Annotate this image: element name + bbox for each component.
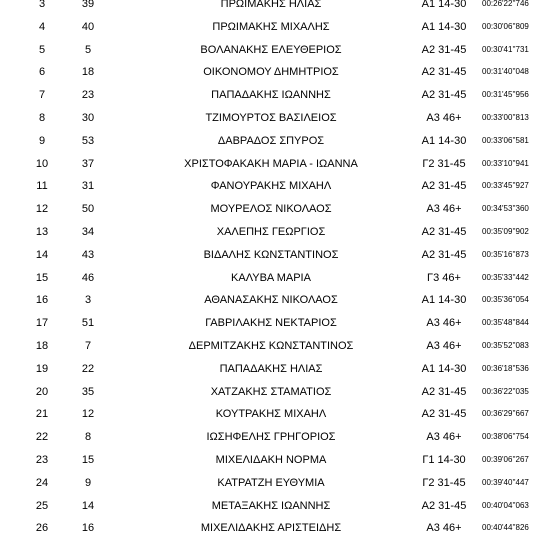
category-cell: Α2 31-45: [421, 408, 467, 421]
finish-time-cell: 00:26'22''746: [482, 0, 529, 8]
finish-time-cell: 00:38'06''754: [482, 432, 529, 442]
table-row: [0, 495, 560, 518]
category-cell: Α3 46+: [426, 522, 462, 535]
athlete-name-cell: ΜΟΥΡΕΛΟΣ ΝΙΚΟΛΑΟΣ: [210, 203, 332, 216]
category-cell: Α2 31-45: [421, 89, 467, 102]
bib-number-cell: 8: [84, 431, 92, 444]
category-cell: Α3 46+: [426, 431, 462, 444]
athlete-name-cell: ΓΑΒΡΙΛΑΚΗΣ ΝΕΚΤΑΡΙΟΣ: [205, 317, 337, 330]
bib-number-cell: 9: [84, 476, 92, 489]
category-cell: Α1 14-30: [421, 20, 467, 33]
table-row: [0, 381, 560, 404]
rank-cell: 7: [38, 89, 46, 102]
athlete-name-cell: ΠΑΠΑΔΑΚΗΣ ΗΛΙΑΣ: [219, 362, 323, 375]
athlete-name-cell: ΠΡΩΙΜΑΚΗΣ ΗΛΙΑΣ: [220, 0, 322, 10]
bib-number-cell: 37: [81, 157, 95, 170]
finish-time-cell: 00:35'16''873: [482, 249, 529, 259]
table-row: [0, 335, 560, 358]
athlete-name-cell: ΙΩΣΗΦΕΛΗΣ ΓΡΗΓΟΡΙΟΣ: [206, 431, 336, 444]
category-cell: Α1 14-30: [421, 0, 467, 10]
category-cell: Γ3 46+: [427, 271, 461, 284]
table-row: [0, 198, 560, 221]
finish-time-cell: 00:33'06''581: [482, 135, 529, 145]
bib-number-cell: 40: [81, 20, 95, 33]
finish-time-cell: 00:35'36''054: [482, 295, 529, 305]
bib-number-cell: 18: [81, 66, 95, 79]
finish-time-cell: 00:35'09''902: [482, 226, 529, 236]
athlete-name-cell: ΧΑΛΕΠΗΣ ΓΕΩΡΓΙΟΣ: [216, 225, 326, 238]
bib-number-cell: 34: [81, 225, 95, 238]
athlete-name-cell: ΔΕΡΜΙΤΖΑΚΗΣ ΚΩΝΣΤΑΝΤΙΝΟΣ: [188, 339, 354, 352]
bib-number-cell: 30: [81, 111, 95, 124]
athlete-name-cell: ΚΑΛΥΒΑ ΜΑΡΙΑ: [231, 271, 311, 284]
athlete-name-cell: ΑΘΑΝΑΣΑΚΗΣ ΝΙΚΟΛΑΟΣ: [204, 294, 338, 307]
athlete-name-cell: ΜΕΤΑΞΑΚΗΣ ΙΩΑΝΝΗΣ: [211, 499, 331, 512]
athlete-name-cell: ΧΡΙΣΤΟΦΑΚΑΚΗ ΜΑΡΙΑ - ΙΩΑΝΝΑ: [184, 157, 358, 170]
finish-time-cell: 00:35'48''844: [482, 318, 529, 328]
finish-time-cell: 00:33'00''813: [482, 112, 529, 122]
finish-time-cell: 00:40'44''826: [482, 523, 529, 533]
category-cell: Γ1 14-30: [422, 453, 466, 466]
category-cell: Γ2 31-45: [422, 476, 466, 489]
bib-number-cell: 51: [81, 317, 95, 330]
category-cell: Α3 46+: [426, 339, 462, 352]
finish-time-cell: 00:40'04''063: [482, 500, 529, 510]
finish-time-cell: 00:31'40''048: [482, 67, 529, 77]
table-row: [0, 472, 560, 495]
athlete-name-cell: ΟΙΚΟΝΟΜΟΥ ΔΗΜΗΤΡΙΟΣ: [203, 66, 339, 79]
table-row: [0, 61, 560, 84]
table-row: [0, 267, 560, 290]
table-row: [0, 153, 560, 176]
bib-number-cell: 12: [81, 408, 95, 421]
table-row: [0, 312, 560, 335]
category-cell: Α2 31-45: [421, 225, 467, 238]
bib-number-cell: 15: [81, 453, 95, 466]
rank-cell: 6: [38, 66, 46, 79]
table-row: [0, 175, 560, 198]
category-cell: Α1 14-30: [421, 134, 467, 147]
rank-cell: 4: [38, 20, 46, 33]
category-cell: Α2 31-45: [421, 499, 467, 512]
bib-number-cell: 46: [81, 271, 95, 284]
rank-cell: 18: [35, 339, 49, 352]
table-row: [0, 244, 560, 267]
rank-cell: 13: [35, 225, 49, 238]
rank-cell: 9: [38, 134, 46, 147]
rank-cell: 11: [36, 180, 48, 193]
finish-time-cell: 00:33'45''927: [482, 181, 529, 191]
athlete-name-cell: ΜΙΧΕΛΙΔΑΚΗΣ ΑΡΙΣΤΕΙΔΗΣ: [200, 522, 342, 535]
finish-time-cell: 00:36'29''667: [482, 409, 529, 419]
category-cell: Α2 31-45: [421, 43, 467, 56]
bib-number-cell: 53: [81, 134, 95, 147]
table-row: [0, 221, 560, 244]
rank-cell: 26: [35, 522, 49, 535]
athlete-name-cell: ΠΑΠΑΔΑΚΗΣ ΙΩΑΝΝΗΣ: [211, 89, 331, 102]
rank-cell: 22: [35, 431, 49, 444]
finish-time-cell: 00:31'45''956: [482, 90, 529, 100]
table-row: [0, 358, 560, 381]
table-row: [0, 84, 560, 107]
finish-time-cell: 00:39'06''267: [482, 454, 529, 464]
bib-number-cell: 5: [84, 43, 92, 56]
rank-cell: 15: [35, 271, 49, 284]
athlete-name-cell: ΚΑΤΡΑΤΖΗ ΕΥΘΥΜΙΑ: [217, 476, 325, 489]
category-cell: Α2 31-45: [421, 248, 467, 261]
table-row: [0, 16, 560, 39]
bib-number-cell: 7: [84, 339, 92, 352]
table-row: [0, 517, 560, 540]
bib-number-cell: 14: [81, 499, 95, 512]
table-row: [0, 403, 560, 426]
category-cell: Α2 31-45: [421, 180, 467, 193]
athlete-name-cell: ΚΟΥΤΡΑΚΗΣ ΜΙΧΑΗΛ: [215, 408, 327, 421]
athlete-name-cell: ΔΑΒΡΑΔΟΣ ΣΠΥΡΟΣ: [217, 134, 325, 147]
rank-cell: 21: [35, 408, 49, 421]
finish-time-cell: 00:39'40''447: [482, 477, 529, 487]
bib-number-cell: 39: [81, 0, 95, 10]
table-row: [0, 426, 560, 449]
category-cell: Α3 46+: [426, 317, 462, 330]
finish-time-cell: 00:34'53''360: [482, 204, 529, 214]
finish-time-cell: 00:35'33''442: [482, 272, 529, 282]
bib-number-cell: 3: [84, 294, 92, 307]
rank-cell: 20: [35, 385, 49, 398]
athlete-name-cell: ΒΙΔΑΛΗΣ ΚΩΝΣΤΑΝΤΙΝΟΣ: [203, 248, 339, 261]
finish-time-cell: 00:33'10''941: [482, 158, 529, 168]
athlete-name-cell: ΦΑΝΟΥΡΑΚΗΣ ΜΙΧΑΗΛ: [210, 180, 332, 193]
rank-cell: 24: [35, 476, 49, 489]
table-row: [0, 107, 560, 130]
bib-number-cell: 16: [81, 522, 95, 535]
bib-number-cell: 31: [81, 180, 95, 193]
bib-number-cell: 50: [81, 203, 95, 216]
category-cell: Γ2 31-45: [422, 157, 466, 170]
table-row: [0, 130, 560, 153]
finish-time-cell: 00:36'18''536: [482, 363, 529, 373]
rank-cell: 14: [35, 248, 49, 261]
athlete-name-cell: ΧΑΤΖΑΚΗΣ ΣΤΑΜΑΤΙΟΣ: [210, 385, 332, 398]
rank-cell: 8: [38, 111, 46, 124]
rank-cell: 3: [38, 0, 46, 10]
athlete-name-cell: ΤΖΙΜΟΥΡΤΟΣ ΒΑΣΙΛΕΙΟΣ: [205, 111, 337, 124]
table-row: [0, 449, 560, 472]
table-row: [0, 0, 560, 16]
finish-time-cell: 00:36'22''035: [482, 386, 529, 396]
bib-number-cell: 43: [81, 248, 95, 261]
category-cell: Α3 46+: [426, 203, 462, 216]
rank-cell: 10: [35, 157, 49, 170]
rank-cell: 25: [35, 499, 49, 512]
athlete-name-cell: ΠΡΩΙΜΑΚΗΣ ΜΙΧΑΛΗΣ: [212, 20, 330, 33]
rank-cell: 17: [35, 317, 49, 330]
finish-time-cell: 00:30'41''731: [482, 44, 529, 54]
category-cell: Α3 46+: [426, 111, 462, 124]
category-cell: Α2 31-45: [421, 385, 467, 398]
category-cell: Α2 31-45: [421, 66, 467, 79]
rank-cell: 23: [35, 453, 49, 466]
rank-cell: 12: [35, 203, 49, 216]
table-row: [0, 39, 560, 62]
rank-cell: 19: [35, 362, 49, 375]
bib-number-cell: 22: [81, 362, 95, 375]
rank-cell: 16: [35, 294, 49, 307]
bib-number-cell: 35: [81, 385, 95, 398]
category-cell: Α1 14-30: [421, 294, 467, 307]
finish-time-cell: 00:30'06''809: [482, 21, 529, 31]
bib-number-cell: 23: [81, 89, 95, 102]
finish-time-cell: 00:35'52''083: [482, 340, 529, 350]
table-row: [0, 289, 560, 312]
rank-cell: 5: [38, 43, 46, 56]
athlete-name-cell: ΜΙΧΕΛΙΔΑΚΗ ΝΟΡΜΑ: [215, 453, 327, 466]
category-cell: Α1 14-30: [421, 362, 467, 375]
athlete-name-cell: ΒΟΛΑΝΑΚΗΣ ΕΛΕΥΘΕΡΙΟΣ: [200, 43, 342, 56]
